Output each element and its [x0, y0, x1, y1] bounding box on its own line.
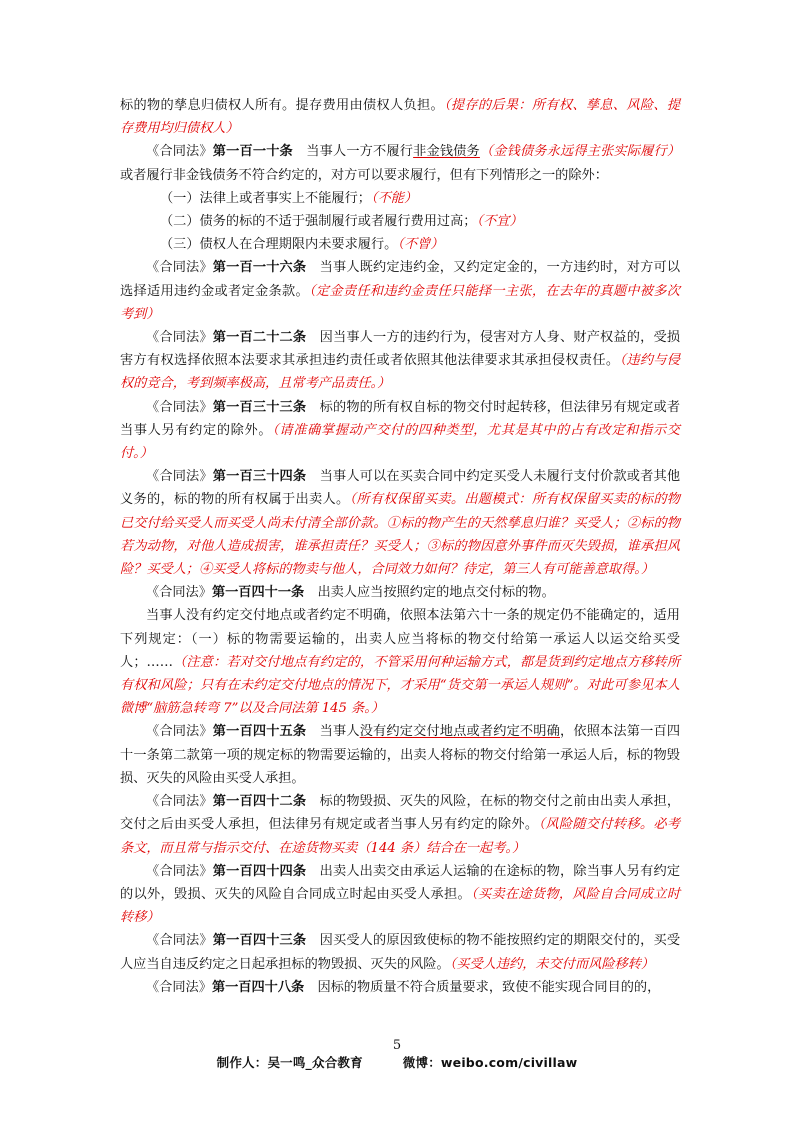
annotation-note: （不宜）	[476, 214, 523, 230]
article-134	[120, 465, 680, 581]
law-name: 《合同法》	[146, 724, 213, 740]
article-141	[120, 581, 680, 604]
article-text: 当事人可以在买卖合同中约定买受人未履行支付价款或者其他义务的，标的物的所有权属于出卖人。	[120, 469, 681, 508]
article-text: 因标的物质量不符合质量要求，致使不能实现合同目的的，	[317, 979, 661, 995]
article-133	[120, 396, 680, 466]
article-110	[120, 140, 680, 186]
underlined-text: 没有约定交付地点或者约定不明确	[359, 724, 560, 740]
law-name: 《合同法》	[146, 794, 213, 810]
annotation-note: （请准确掌握动产交付的四种类型，尤其是其中的占有改定和指示交付。）	[120, 422, 680, 462]
article-122	[120, 326, 680, 396]
page-footer	[0, 1053, 794, 1071]
annotation-note: （风险随交付转移。必考条文，而且常与指示交付、在途货物买卖（144 条）结合在一起考。）	[120, 817, 681, 856]
article-text: 或者履行非金钱债务不符合约定的，对方可以要求履行，但有下列情形之一的除外：	[120, 167, 608, 183]
annotation-note: （违约与侵权的竞合，考到频率极高，且常考产品责任。）	[120, 353, 680, 392]
article-144	[120, 860, 680, 930]
list-item-text: （三）债权人在合理期限内未要求履行。	[160, 237, 398, 253]
law-name: 《合同法》	[146, 144, 213, 160]
paragraph-1	[120, 94, 680, 140]
annotation-note: （注意：若对交付地点有约定的，不管采用何种运输方式，都是货到约定地点方移转所有权和风险；只有在未约定交付地点的情况下，才采用“货交第一承运人规则”。对此可参见本人微博“脑筋急转弯 7”以及合同法第 145 条。）	[120, 654, 681, 717]
law-name: 《合同法》	[146, 863, 213, 879]
article-text: 出卖人应当按照约定的地点交付标的物。	[317, 585, 555, 601]
article-148	[120, 976, 680, 999]
article-text: 因买受人的原因致使标的物不能按照约定的期限交付的，买受人应当自违反约定之日起承担标的物毁损、灭失的风险。	[120, 933, 681, 972]
law-name: 《合同法》	[146, 933, 213, 949]
list-item-1	[120, 187, 680, 210]
article-number: 第一百四十四条	[212, 863, 307, 879]
law-name: 《合同法》	[146, 979, 212, 995]
article-number: 第一百四十一条	[211, 585, 305, 601]
paragraph-text: 标的物的孳息归债权人所有。提存费用由债权人负担。	[120, 98, 444, 113]
article-text: 当事人	[319, 724, 360, 740]
annotation-note: （不曾）	[397, 237, 444, 253]
law-name: 《合同法》	[146, 585, 212, 601]
article-116	[120, 256, 680, 326]
annotation-note: （金钱债务永远得主张实际履行）	[479, 144, 681, 160]
article-text: 当事人既约定违约金，又约定定金的，一方违约时，对方可以选择适用违约金或者定金条款。	[120, 260, 681, 299]
article-number: 第一百四十八条	[211, 979, 305, 995]
article-text: ，依照本法第一百四十一条第二款第一项的规定标的物需要运输的，出卖人将标的物交付给第一承运人后，标的物毁损、灭失的风险由买受人承担。	[120, 724, 681, 786]
article-number: 第一百一十六条	[212, 260, 307, 276]
footer-author: 制作人：吴一鸣_众合教育	[216, 1055, 363, 1070]
article-number: 第一百四十二条	[212, 794, 307, 810]
article-text: 出卖人出卖交由承运人运输的在途标的物，除当事人另有约定的以外，毁损、灭失的风险自合同成立时起由买受人承担。	[120, 863, 681, 902]
list-item-text: （二）债务的标的不适于强制履行或者履行费用过高；	[160, 214, 477, 230]
article-number: 第一百一十条	[212, 144, 293, 160]
article-145	[120, 720, 680, 790]
article-text: 标的物毁损、灭失的风险，在标的物交付之前由出卖人承担，交付之后由买受人承担，但法律另有规定或者当事人另有约定的除外。	[120, 794, 681, 833]
article-text: 当事人一方不履行	[306, 144, 414, 160]
article-number: 第一百四十三条	[212, 933, 307, 949]
page-number: 5	[392, 1038, 402, 1053]
annotation-note: （所有权保留买卖。出题模式：所有权保留买卖的标的物已交付给买受人而买受人尚未付清全部价款。①标的物产生的天然孳息归谁？买受人；②标的物若为动物，对他人造成损害，谁承担责任？买受人；③标的物因意外事件而灭失毁损，谁承担风险？买受人；④买受人将标的物卖与他人，合同效力如何？待定，第三人有可能善意取得。）	[120, 492, 680, 578]
article-number: 第一百二十二条	[212, 330, 307, 346]
annotation-note: （不能）	[371, 190, 418, 206]
article-number: 第一百三十四条	[212, 469, 307, 485]
annotation-note: （买受人违约，未交付而风险移转）	[449, 956, 655, 972]
article-142	[120, 790, 680, 860]
list-item-2	[120, 210, 680, 233]
article-number: 第一百四十五条	[212, 724, 307, 740]
footer-weibo: 微博：weibo.com/civillaw	[402, 1055, 578, 1070]
document-body	[120, 94, 680, 999]
law-name: 《合同法》	[146, 399, 213, 415]
annotation-note: （定金责任和违约金责任只能择一主张，在去年的真题中被多次考到）	[120, 283, 680, 322]
article-text: 因当事人一方的违约行为，侵害对方人身、财产权益的，受损害方有权选择依照本法要求其承担违约责任或者依照其他法律要求其承担侵权责任。	[120, 330, 681, 369]
list-item-text: （一）法律上或者事实上不能履行；	[160, 190, 371, 206]
law-name: 《合同法》	[146, 260, 213, 276]
annotation-note: （买卖在途货物，风险自合同成立时转移）	[120, 886, 681, 926]
list-item-3	[120, 233, 680, 256]
article-number: 第一百三十三条	[212, 399, 307, 415]
article-text: 标的物的所有权自标的物交付时起转移，但法律另有规定或者当事人另有约定的除外。	[120, 399, 681, 438]
annotation-note: （提存的后果：所有权、孳息、风险、提存费用均归债权人）	[120, 98, 681, 137]
article-143	[120, 929, 680, 975]
article-text: 当事人没有约定交付地点或者约定不明确，依照本法第六十一条的规定仍不能确定的，适用下列规定：（一）标的物需要运输的，出卖人应当将标的物交付给第一承运人以运交给买受人；……	[120, 608, 680, 670]
law-name: 《合同法》	[146, 469, 213, 485]
law-name: 《合同法》	[146, 330, 213, 346]
underlined-text: 非金钱债务	[413, 144, 480, 160]
article-141-para-2	[120, 604, 680, 720]
